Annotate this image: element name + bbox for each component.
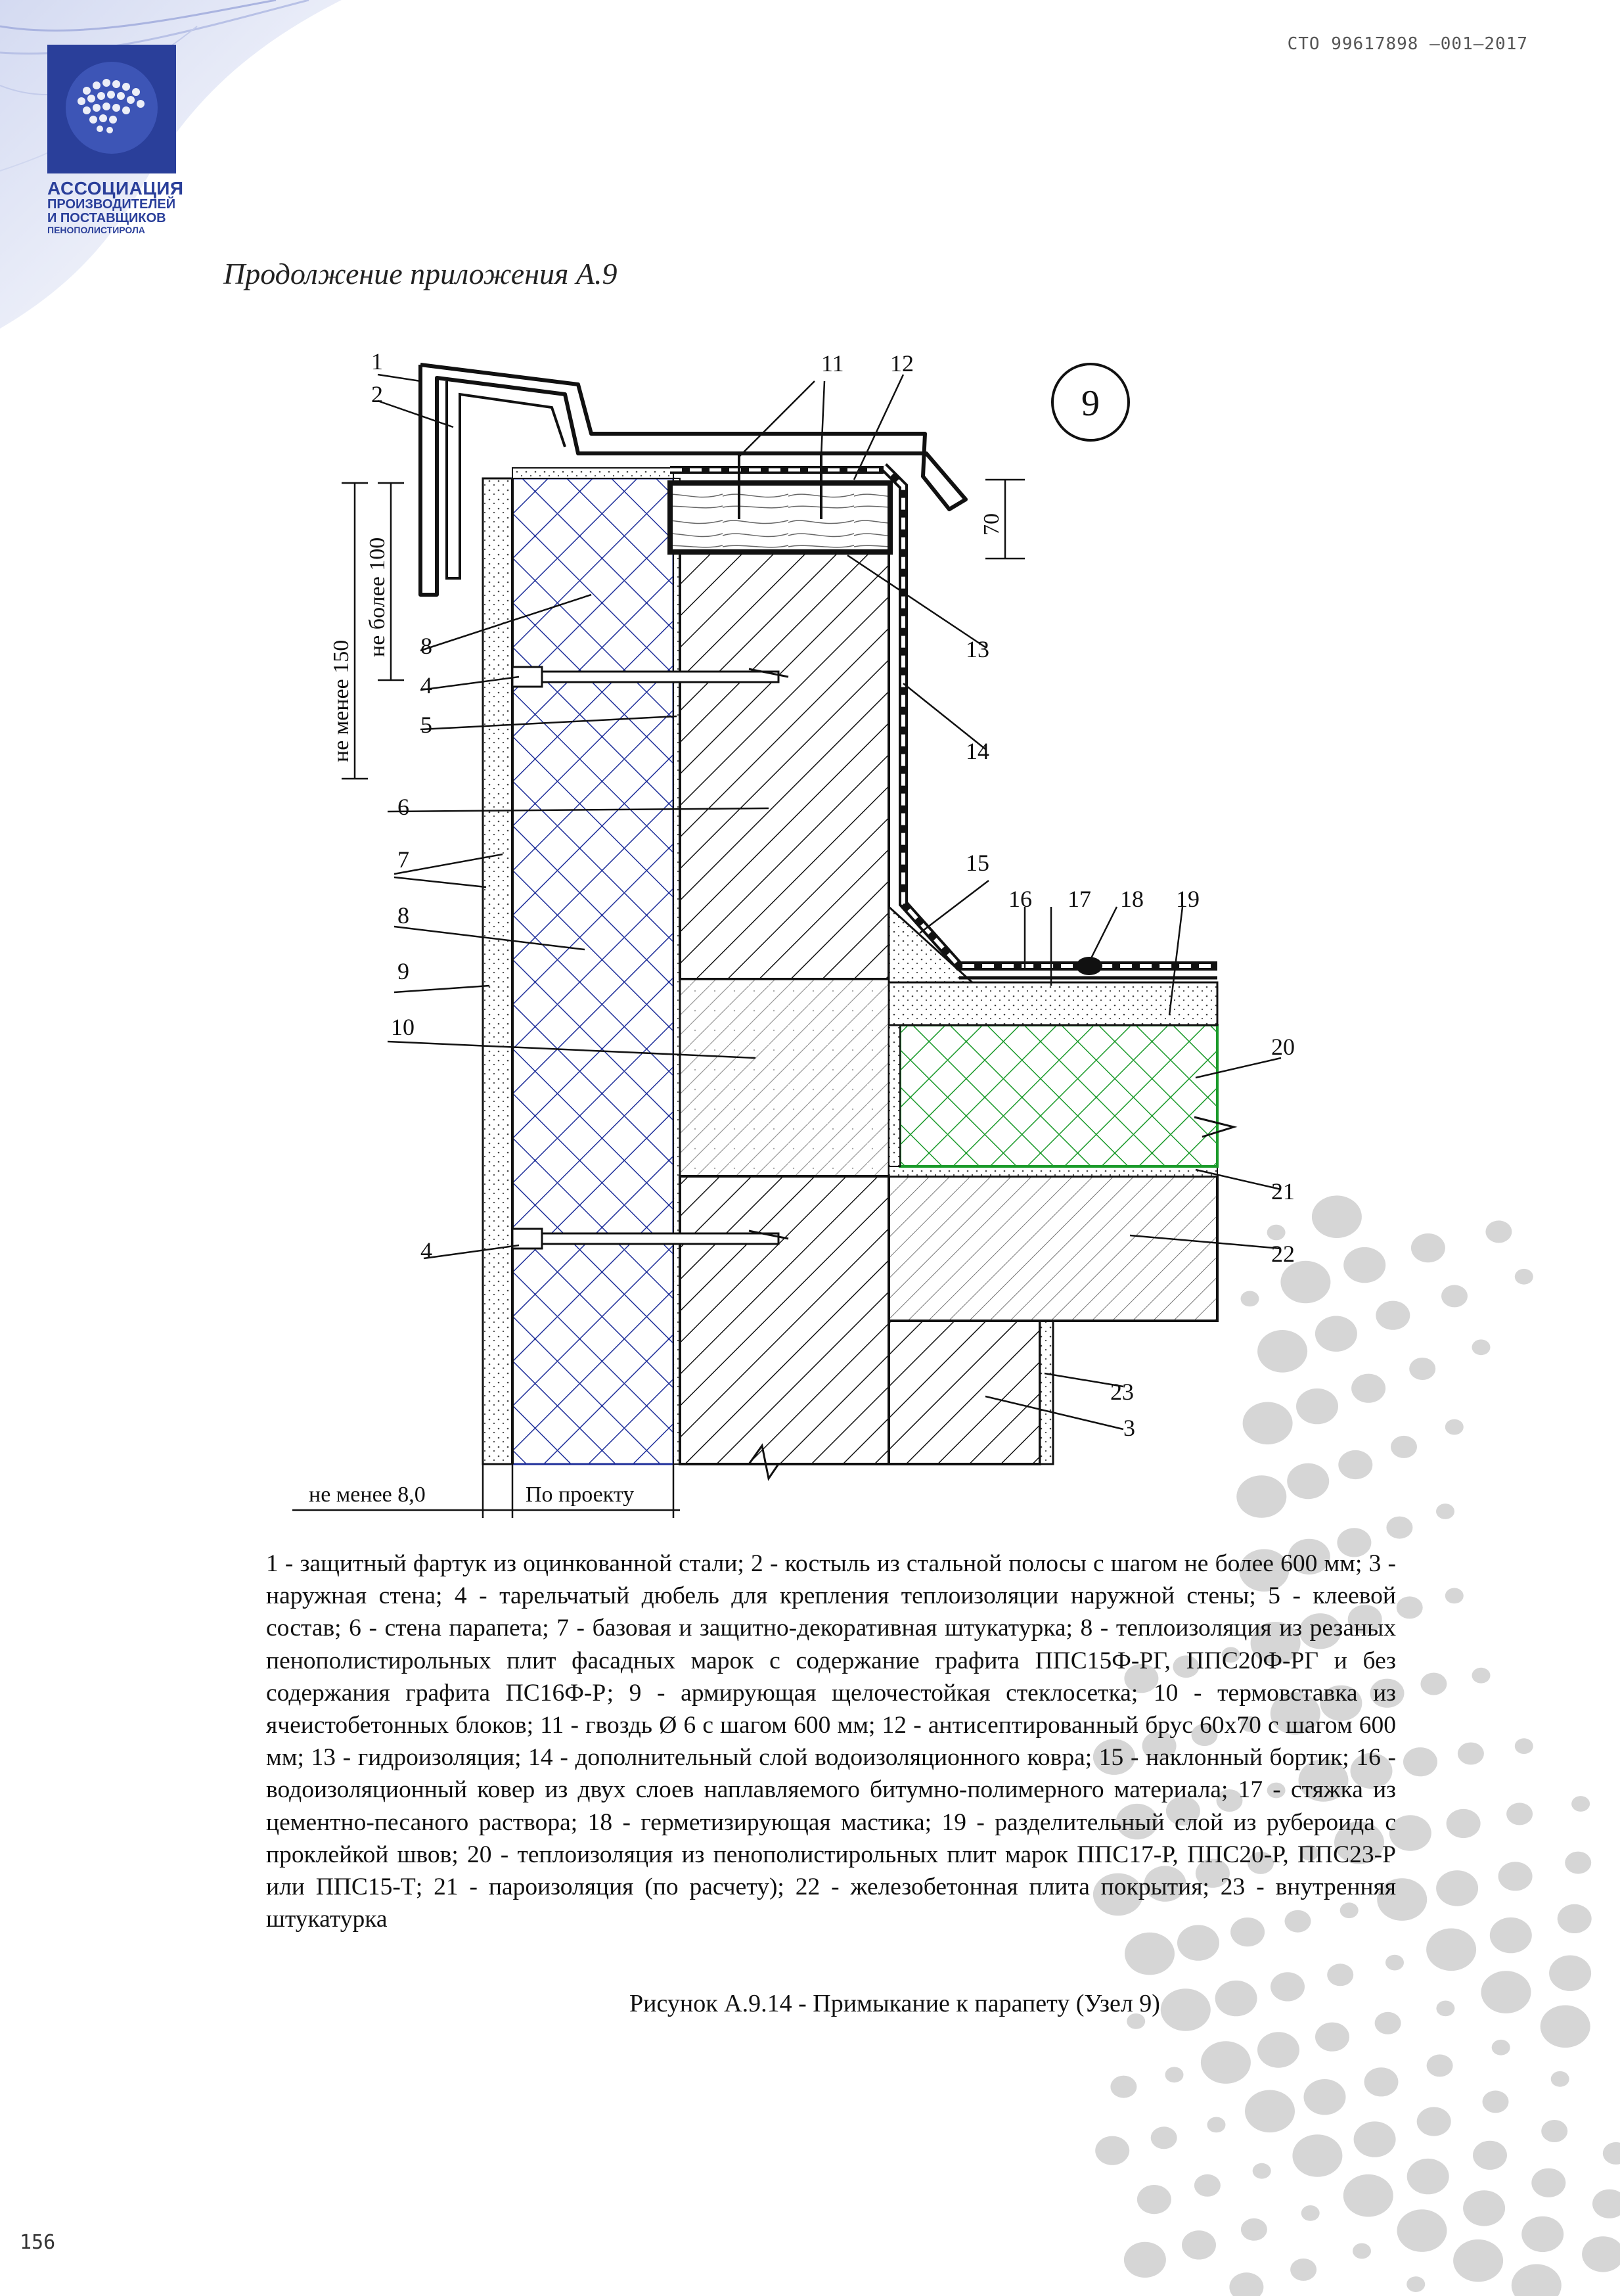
label-16: 16 [1008, 886, 1032, 912]
dim-min-8: не менее 8,0 [309, 1482, 426, 1507]
document-code: СТО 99617898 –001–2017 [1287, 34, 1528, 54]
label-4-top: 4 [420, 672, 432, 699]
logo-line-2: ПРОИЗВОДИТЕЛЕЙ [47, 197, 176, 212]
logo-line-4: ПЕНОПОЛИСТИРОЛА [47, 225, 145, 236]
label-7: 7 [397, 846, 409, 873]
label-14: 14 [966, 738, 989, 764]
dim-max-100: не более 100 [365, 537, 390, 657]
page-subtitle: Продолжение приложения А.9 [223, 257, 618, 290]
label-1: 1 [371, 348, 383, 375]
dim-by-project: По проекту [526, 1482, 635, 1507]
logo-line-1: АССОЦИАЦИЯ [47, 178, 184, 198]
logo-line-3: И ПОСТАВЩИКОВ [47, 211, 166, 226]
label-10: 10 [391, 1014, 415, 1040]
label-6: 6 [397, 794, 409, 820]
label-23: 23 [1110, 1379, 1134, 1405]
label-2: 2 [371, 381, 383, 407]
label-5: 5 [420, 712, 432, 738]
label-21: 21 [1271, 1178, 1295, 1205]
label-19: 19 [1176, 886, 1200, 912]
label-15: 15 [966, 850, 989, 876]
label-12: 12 [890, 350, 914, 377]
label-13: 13 [966, 636, 989, 662]
label-3: 3 [1123, 1415, 1135, 1441]
label-8-bottom: 8 [397, 902, 409, 929]
legend-text: 1 - защитный фартук из оцинкованной стали; 2 - костыль из стальной полосы с шагом не более 600 мм; 3 - наружная стена; 4 - тарельчатый дюбель для крепления теплоизоляции наружной стены; 5 - клеевой состав; 6 - стена парапета; 7 - базовая и защитно-декоративная штукатурка; 8 - теплоизоляция из резаных пенополистирольных плит фасадных марок с содержание графита ППС15Ф-РГ, ППС20Ф-РГ и без содержания графита ПС16Ф-Р; 9 - армирующая щелочестойкая стеклосетка; 10 - термовставка из ячеистобетонных блоков; 11 - гвоздь Ø 6 с шагом 600 мм; 12 - антисептированный брус 60х70 с шагом 600 мм; 13 - гидроизоляция; 14 - дополнительный слой водоизоляционного ковра; 15 - наклонный бортик; 16 - водоизоляционный ковер из двух слоев наплавляемого битумно-полимерного материала; 17 - стяжка из цементно-песаного раствора; 18 - герметизирующая мастика; 19 - разделительный слой из рубероида с проклейкой швов; 20 - теплоизоляция из пенополистирольных плит марок ППС17-Р, ППС20-Р, ППС23-Р или ППС15-Т; 21 - пароизоляция (по расчету); 22 - железобетонная плита покрытия; 23 - внутренняя штукатурка [266, 1550, 1396, 1933]
label-11: 11 [821, 350, 844, 377]
page-number: 156 [20, 2231, 56, 2254]
dim-70: 70 [979, 513, 1004, 536]
label-20: 20 [1271, 1034, 1295, 1060]
label-22: 22 [1271, 1241, 1295, 1267]
label-17: 17 [1068, 886, 1091, 912]
figure-caption [0, 1989, 1620, 2018]
dim-min-150: не менее 150 [329, 639, 353, 762]
label-8-top: 8 [420, 633, 432, 659]
label-4-bottom: 4 [420, 1237, 432, 1264]
node-number: 9 [1081, 383, 1100, 424]
figure-caption-text: Рисунок А.9.14 - Примыкание к парапету (Узел 9) [629, 1990, 1160, 2017]
label-18: 18 [1120, 886, 1144, 912]
label-9: 9 [397, 958, 409, 984]
